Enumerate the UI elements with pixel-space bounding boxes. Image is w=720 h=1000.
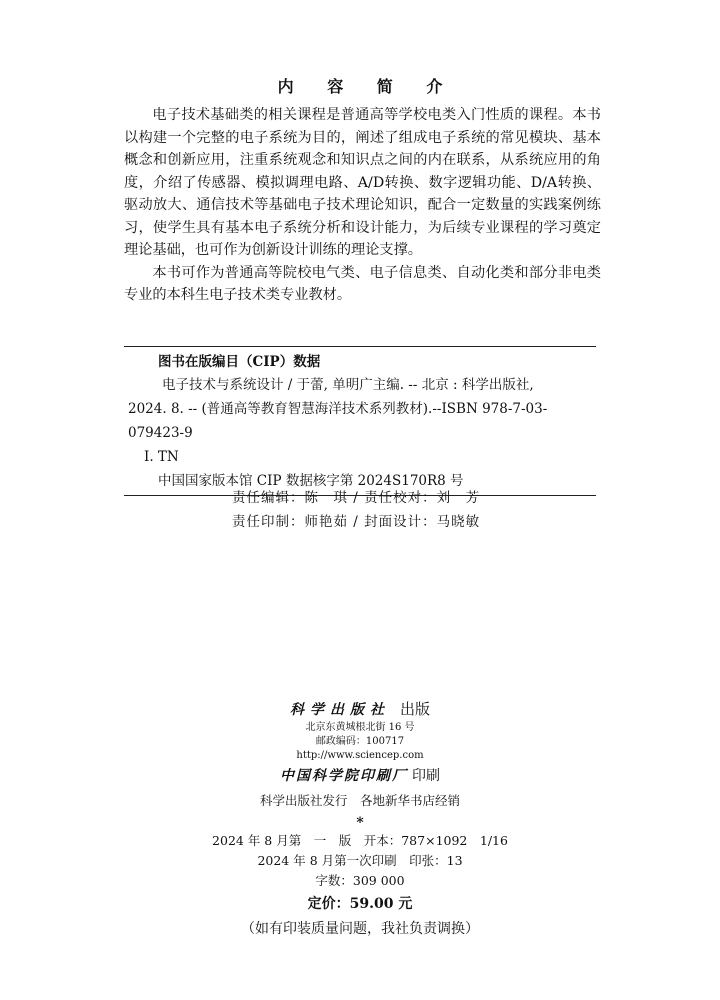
colophon [0, 698, 720, 941]
summary-title: 内 容 简 介 [277, 77, 457, 96]
publish-suffix: 出版 [399, 700, 430, 718]
cip-record [128, 373, 596, 493]
publisher-address: 北京东黄城根北街 16 号 [305, 722, 415, 733]
cip-classification: Ⅰ. TN [144, 449, 179, 465]
edition-line: 2024 年 8 月第 一 版 开本：787×1092 1/16 [212, 833, 508, 848]
summary-paragraph-2: 本书可作为普通高等院校电气类、电子信息类、自动化类和部分非电类专业的本科生电子技术类专业教材。 [124, 264, 601, 303]
cip-record-number: 中国国家版本馆 CIP 数据核字第 2024S170R8 号 [158, 473, 464, 489]
cip-line-2: 2024. 8. -- (普通高等教育智慧海洋技术系列教材).--ISBN 978-7-03- [128, 401, 548, 417]
cip-line-1: 电子技术与系统设计 / 于蕾, 单明广主编. -- 北京 : 科学出版社, [162, 377, 534, 393]
price: 定价：59.00 元 [307, 896, 413, 912]
publisher-website: http://www.sciencep.com [296, 750, 424, 761]
publisher-logo-text: 科学出版社 [289, 702, 390, 718]
cip-title: 图书在版编目（CIP）数据 [158, 354, 321, 370]
separator-star: * [356, 815, 364, 831]
summary-body [124, 104, 601, 307]
cip-line-3: 079423-9 [128, 425, 193, 441]
cip-block [124, 346, 596, 496]
quality-notice: （如有印装质量问题，我社负责调换） [241, 921, 479, 937]
staff-line-2: 责任印制：师艳茹 / 封面设计：马晓敏 [232, 514, 481, 530]
summary-paragraph-1: 电子技术基础类的相关课程是普通高等学校电类入门性质的课程。本书以构建一个完整的电子系统为目的，阐述了组成电子系统的常见模块、基本概念和创新应用，注重系统观念和知识点之间的内在联系，从系统应用的角度，介绍了传感器、模拟调理电路、A/D转换、数字逻辑功能、D/A转换、驱动放大、通信技术等基础电子技术理论知识，配合一定数量的实践案例练习，使学生具有基本电子系统分析和设计能力，为后续专业课程的学习奠定理论基础，也可作为创新设计训练的理论支撑。 [124, 107, 601, 258]
printer-logo-text: 中国科学院印刷厂 [280, 768, 408, 784]
distribution-line: 科学出版社发行 各地新华书店经销 [259, 793, 460, 808]
printer-suffix: 印刷 [412, 768, 440, 784]
printer-line [0, 765, 720, 787]
publisher-line [0, 698, 720, 721]
publisher-postcode: 邮政编码：100717 [315, 736, 405, 747]
staff-credits [232, 486, 480, 534]
printing-line: 2024 年 8 月第一次印刷 印张：13 [257, 853, 463, 868]
word-count: 字数：309 000 [315, 873, 405, 888]
staff-line-1: 责任编辑：陈 琪 / 责任校对：刘 芳 [232, 490, 481, 506]
